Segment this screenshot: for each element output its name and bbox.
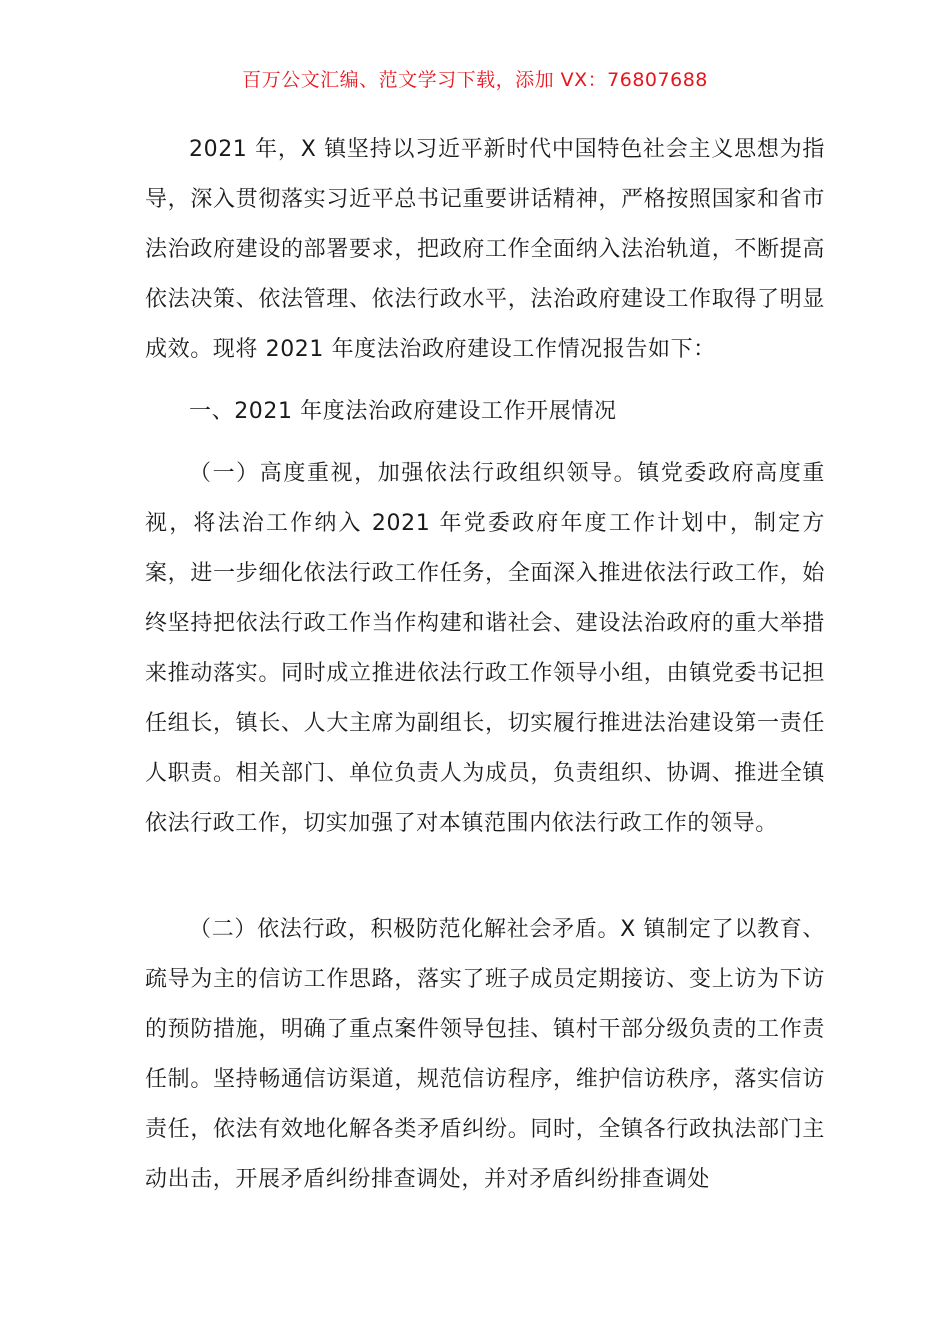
paragraph-section-1: （一）高度重视，加强依法行政组织领导。镇党委政府高度重视，将法治工作纳入 2021 年党委政府年度工作计划中，制定方案，进一步细化依法行政工作任务，全面深入推进依法行政工作，始终坚持把依法行政工作当作构建和谐社会、建设法治政府的重大举措来推动落实。同时成立推进依法行政工作领导小组，由镇党委书记担任组长，镇长、人大主席为副组长，切实履行推进法治建设第一责任人职责。相关部门、单位负责人为成员，负责组织、协调、推进全镇依法行政工作，切实加强了对本镇范围内依法行政工作的领导。	[145, 461, 825, 836]
section-heading: 一、2021 年度法治政府建设工作开展情况	[189, 399, 617, 424]
paragraph-section-2: （二）依法行政，积极防范化解社会矛盾。X 镇制定了以教育、疏导为主的信访工作思路，落实了班子成员定期接访、变上访为下访的预防措施，明确了重点案件领导包挂、镇村干部分级负责的工作责任制。坚持畅通信访渠道，规范信访程序，维护信访秩序，落实信访责任，依法有效地化解各类矛盾纠纷。同时，全镇各行政执法部门主动出击，开展矛盾纠纷排查调处，并对矛盾纠纷排查调处	[145, 917, 825, 1192]
paragraph-block-intro	[145, 125, 825, 375]
header-banner: 百万公文汇编、范文学习下载，添加 VX：76807688	[242, 69, 708, 91]
paragraph-block-heading	[145, 387, 825, 437]
paragraph-block-section-1	[145, 449, 825, 849]
paragraph-block-section-2	[145, 905, 825, 1205]
paragraph-intro: 2021 年，X 镇坚持以习近平新时代中国特色社会主义思想为指导，深入贯彻落实习近平总书记重要讲话精神，严格按照国家和省市法治政府建设的部署要求，把政府工作全面纳入法治轨道，不断提高依法决策、依法管理、依法行政水平，法治政府建设工作取得了明显成效。现将 2021 年度法治政府建设工作情况报告如下：	[145, 137, 825, 362]
